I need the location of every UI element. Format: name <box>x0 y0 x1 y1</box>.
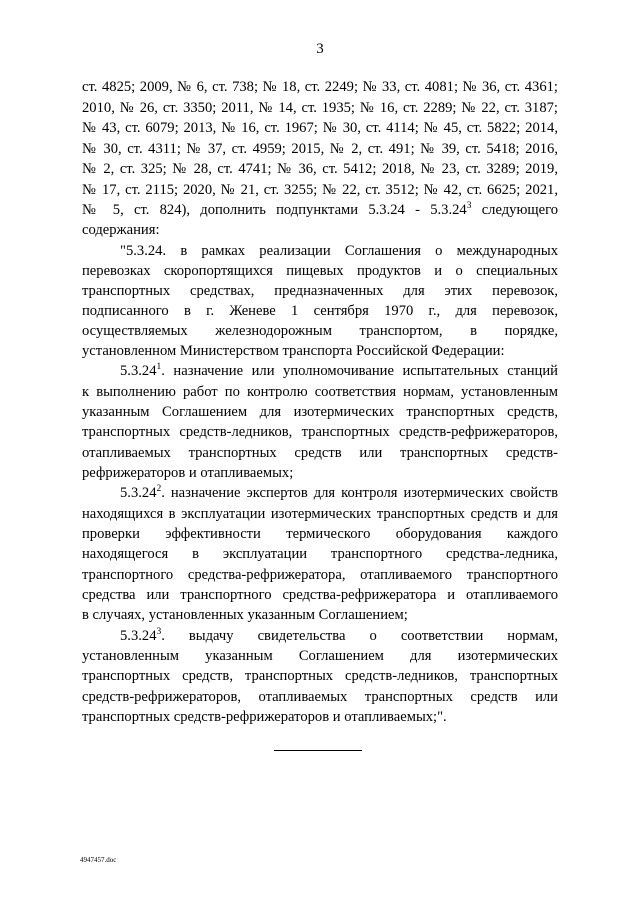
text-line: отапливаемых транспортных средств или транспортных средств- <box>82 445 558 461</box>
text-line: № 30, ст. 4311; № 37, ст. 4959; 2015, № 2, ст. 491; № 39, ст. 5418; 2016, <box>82 141 558 157</box>
text-line: № 17, ст. 2115; 2020, № 21, ст. 3255; № 22, ст. 3512; № 42, ст. 6625; 2021, <box>82 182 558 198</box>
text-line: транспортных средств-рефрижераторов и отапливаемых;". <box>82 709 447 725</box>
text-line: рефрижераторов и отапливаемых; <box>82 465 294 481</box>
text-line: перевозках скоропортящихся пищевых продуктов и о специальных <box>82 263 558 279</box>
text-line: установленном Министерством транспорта Российской Федерации: <box>82 343 505 359</box>
text-line: транспортных средств-ледников, транспортных средств-рефрижераторов, <box>82 424 558 440</box>
text-line: ст. 4825; 2009, № 6, ст. 738; № 18, ст. 2249; № 33, ст. 4081; № 36, ст. 4361; <box>82 79 558 95</box>
text-line: в случаях, установленных указанным Соглашением; <box>82 607 408 623</box>
text-line: к выполнению работ по контролю соответствия нормам, установленным <box>82 384 558 400</box>
text-line: транспортных средств, транспортных средств-ледников, транспортных <box>82 668 558 684</box>
paragraph-start-5-3-24-3: 5.3.24$^3$. выдачу свидетельства о соответствии нормам, <box>120 627 558 644</box>
text-line: подписанного в г. Женеве 1 сентября 1970 г., для перевозок, <box>82 303 558 319</box>
text-line: находящихся в эксплуатации изотермических транспортных средств и для <box>82 506 558 522</box>
text-line: указанным Соглашением для изотермических транспортных средств, <box>82 404 558 420</box>
text-line: транспортного средства-рефрижератора, отапливаемого транспортного <box>82 567 558 583</box>
text-line: № 5, ст. 824), дополнить подпунктами 5.3.24 - 5.3.24$^3$ следующего <box>82 201 558 218</box>
text-line: содержания: <box>82 222 160 238</box>
text-line: транспортных средствах, предназначенных для этих перевозок, <box>82 283 558 299</box>
text-line: 2010, № 26, ст. 3350; 2011, № 14, ст. 1935; № 16, ст. 2289; № 22, ст. 3187; <box>82 100 558 116</box>
page-number: 3 <box>316 41 324 57</box>
footer-filename: 4947457.doc <box>80 856 117 864</box>
paragraph-start-5-3-24: "5.3.24. в рамках реализации Соглашения о международных <box>120 243 558 259</box>
separator-line <box>274 750 362 751</box>
text-line: средств-рефрижераторов, отапливаемых транспортных средств или <box>82 689 558 705</box>
text-line: установленным указанным Соглашением для изотермических <box>82 648 558 664</box>
text-line: осуществляемых железнодорожным транспортом, в порядке, <box>82 323 558 339</box>
text-line: № 2, ст. 325; № 28, ст. 4741; № 36, ст. 5412; 2018, № 23, ст. 3289; 2019, <box>82 161 558 177</box>
paragraph-start-5-3-24-2: 5.3.24$^2$. назначение экспертов для контроля изотермических свойств <box>120 484 558 501</box>
paragraph-start-5-3-24-1: 5.3.24$^1$. назначение или уполномочивание испытательных станций <box>120 362 558 379</box>
text-line: средства или транспортного средства-рефрижератора и отапливаемого <box>82 587 558 603</box>
text-line: проверки эффективности термического оборудования каждого <box>82 526 558 542</box>
text-line: № 43, ст. 6079; 2013, № 16, ст. 1967; № 30, ст. 4114; № 45, ст. 5822; 2014, <box>82 120 558 136</box>
text-line: находящегося в эксплуатации транспортного средства-ледника, <box>82 546 558 562</box>
